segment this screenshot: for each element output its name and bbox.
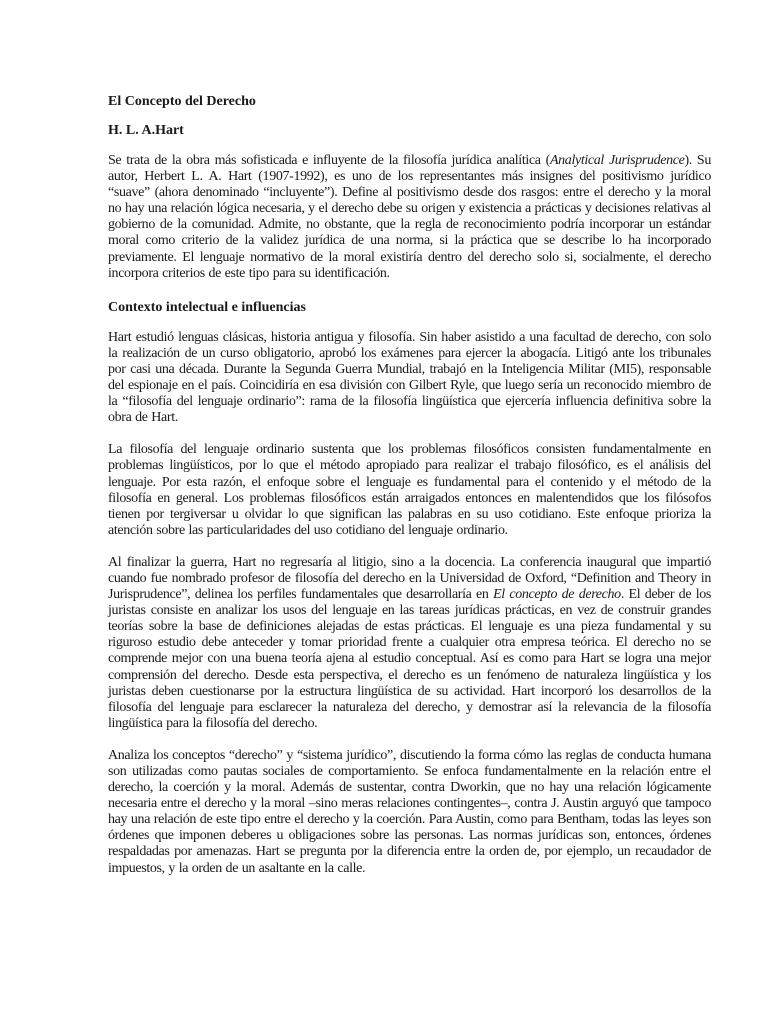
intro-text-end: ). Su autor, Herbert L. A. Hart (1907-1992), es uno de los representantes más insignes del positivismo jurídico “suave” (ahora denominado “incluyente”). Define al positivismo desde dos rasgos: entre el derecho y la moral no hay una relación lógica necesaria, y el derecho debe su origen y existencia a prácticas y decisiones relativas al gobierno de la comunidad. Admite, no obstante, que la regla de reconocimiento podría incorporar un estándar moral como criterio de la validez jurídica de una norma, si la práctica que se describe lo ha incorporado previamente. El lenguaje normativo de la moral existiría dentro del derecho solo si, socialmente, el derecho incorpora criterios de este tipo para su identificación.	[108, 153, 711, 281]
intro-italic-term: Analytical Jurisprudence	[549, 153, 685, 168]
intro-text-start: Se trata de la obra más sofisticada e influyente de la filosofía jurídica analítica (	[108, 153, 550, 168]
paragraph-3-italic-title: El concepto de derecho	[493, 587, 621, 603]
paragraph-3-text-start: Al finalizar la guerra, Hart no regresaría al litigio, sino a la docencia. La conferencia inaugural que impartió cuando fue nombrado profesor de filosofía del derecho en la Universidad de Oxford, “Definition and Theory in Jurisprudence”, delinea los perfiles fundamentales que desarrollaría en	[108, 554, 711, 603]
intro-paragraph	[108, 153, 711, 282]
paragraph-3	[108, 555, 711, 732]
paragraph-3-text-end: . El deber de los juristas consiste en analizar los usos del lenguaje en las tareas jurídicas prácticas, en vez de construir grandes teorías sobre la base de definiciones alejadas de estas prácticas. El lenguaje es una pieza fundamental y su riguroso estudio debe anteceder y tomar prioridad frente a cualquier otra empresa teórica. El derecho no se comprende mejor con una buena teoría ajena al estudio conceptual. Así es como para Hart se logra una mejor comprensión del derecho. Desde esta perspectiva, el derecho es un fenómeno de naturaleza lingüística y los juristas deben cuestionarse por la estructura lingüística de su actividad. Hart incorporó los desarrollos de la filosofía del lenguaje para esclarecer la naturaleza del derecho, y demostrar así la relevancia de la filosofía lingüística para la filosofía del derecho.	[108, 587, 711, 731]
section-heading: Contexto intelectual e influencias	[108, 299, 306, 315]
document-title: El Concepto del Derecho	[108, 94, 256, 109]
document-author: H. L. A.Hart	[108, 123, 184, 138]
paragraph-4: Analiza los conceptos “derecho” y “sistema jurídico”, discutiendo la forma cómo las reglas de conducta humana son utilizadas como pautas sociales de comportamiento. Se enfoca fundamentalmente en la relación entre el derecho, la coerción y la moral. Además de sustentar, contra Dworkin, que no hay una relación lógicamente necesaria entre el derecho y la moral –sino meras relaciones contingentes–, contra J. Austin arguyó que tampoco hay una relación de este tipo entre el derecho y la coerción. Para Austin, como para Bentham, todas las leyes son órdenes que imponen deberes u obligaciones sobre las personas. Las normas jurídicas son, entonces, órdenes respaldadas por amenazas. Hart se pregunta por la diferencia entre la orden de, por ejemplo, un recaudador de impuestos, y la orden de un asaltante en la calle.	[108, 747, 711, 876]
paragraph-2: La filosofía del lenguaje ordinario sustenta que los problemas filosóficos consisten fundamentalmente en problemas lingüísticos, por lo que el método apropiado para realizar el trabajo filosófico, es el análisis del lenguaje. Por esta razón, el enfoque sobre el lenguaje es fundamental para el contenido y el método de la filosofía en general. Los problemas filosóficos están arraigados entonces en malentendidos que los filósofos tienen por tergiversar u olvidar lo que significan las palabras en su uso cotidiano. Este enfoque prioriza la atención sobre las particularidades del uso cotidiano del lenguaje ordinario.	[108, 442, 711, 538]
paragraph-1: Hart estudió lenguas clásicas, historia antigua y filosofía. Sin haber asistido a una facultad de derecho, con solo la realización de un curso obligatorio, aprobó los exámenes para ejercer la abogacía. Litigó ante los tribunales por casi una década. Durante la Segunda Guerra Mundial, trabajó en la Inteligencia Militar (MI5), responsable del espionaje en el país. Coincidiría en esa división con Gilbert Ryle, que luego sería un reconocido miembro de la “filosofía del lenguaje ordinario”: rama de la filosofía lingüística que ejercería influencia definitiva sobre la obra de Hart.	[108, 329, 711, 426]
